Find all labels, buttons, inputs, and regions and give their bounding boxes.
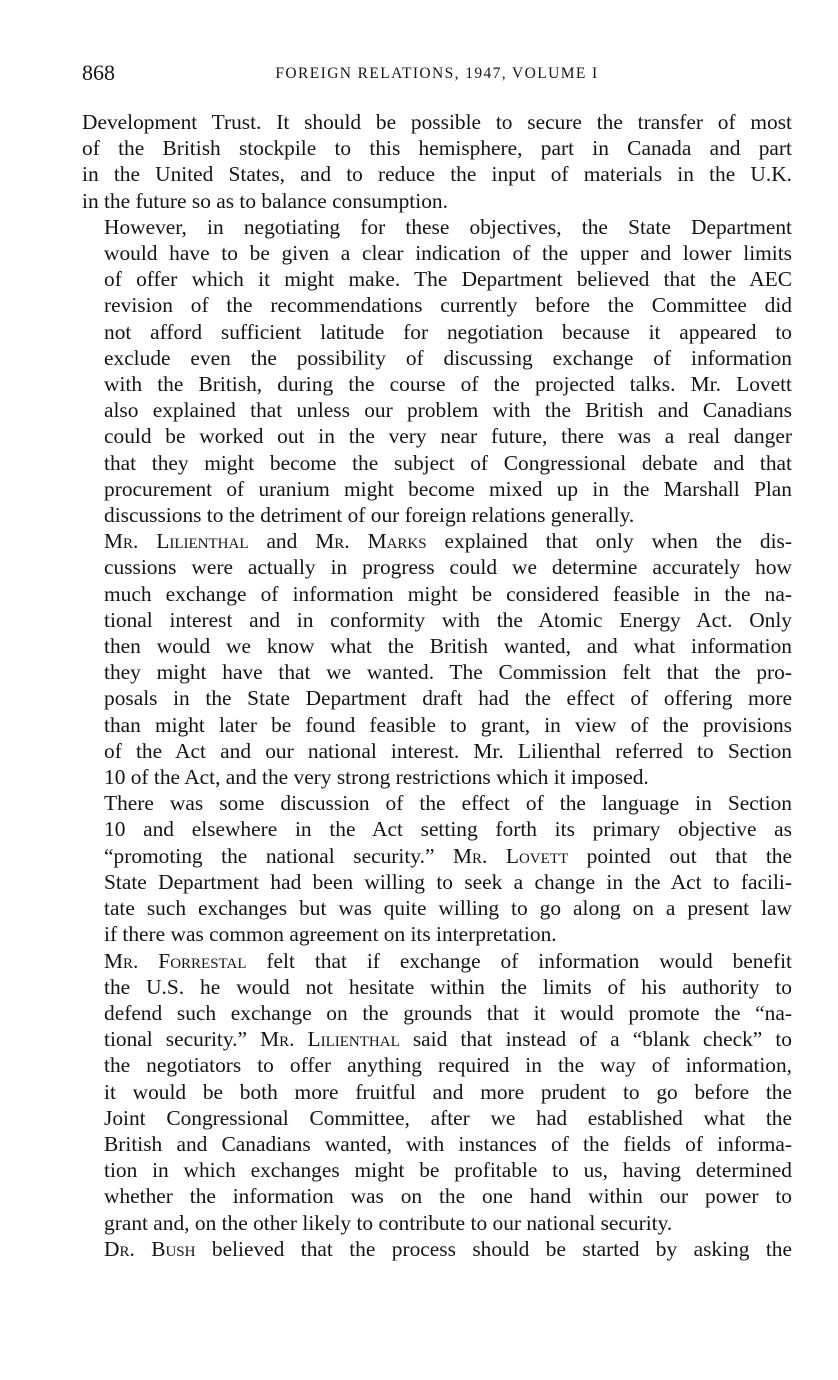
text-line: in the United States, and to reduce the input of materials in the U.K. — [82, 162, 792, 187]
paragraph-1 — [82, 109, 792, 214]
text-line: with the British, during the course of the projected talks. Mr. Lovett — [104, 372, 792, 397]
text-line: There was some discussion of the effect of the language in Section — [104, 791, 792, 816]
text-run: explained that only when the dis- — [426, 529, 792, 554]
text-line: tional interest and in conformity with the Atomic Energy Act. Only — [104, 607, 792, 632]
text-run: said that instead of a “blank check” to — [399, 1027, 792, 1052]
paragraph-3 — [82, 528, 792, 790]
paragraph-5 — [82, 948, 792, 1236]
text-line — [82, 948, 792, 974]
text-run: believed that the process should be started by asking the — [195, 1236, 792, 1261]
text-line: revision of the recommendations currently before the Committee did — [104, 293, 792, 318]
speaker-name: Mr. Lilienthal — [104, 529, 249, 554]
text-line: in the future so as to balance consumption. — [82, 188, 448, 213]
text-line: not afford sufficient latitude for negotiation because it appeared to — [104, 319, 792, 344]
text-line: the negotiators to offer anything required in the way of information, — [104, 1053, 792, 1078]
running-head: FOREIGN RELATIONS, 1947, VOLUME I — [275, 65, 599, 82]
text-line — [82, 843, 792, 869]
text-line: British and Canadians wanted, with instances of the fields of informa- — [104, 1131, 792, 1156]
text-line: the U.S. he would not hesitate within the limits of his authority to — [104, 974, 792, 999]
paragraph-6 — [82, 1236, 792, 1262]
text-line: 10 of the Act, and the very strong restrictions which it imposed. — [104, 765, 649, 790]
paragraph-4 — [82, 790, 792, 947]
text-line: cussions were actually in progress could we determine accurately how — [104, 555, 792, 580]
text-line: it would be both more fruitful and more prudent to go before the — [104, 1079, 792, 1104]
text-line: tion in which exchanges might be profitable to us, having determined — [104, 1158, 792, 1183]
text-line: Joint Congressional Committee, after we had established what the — [104, 1105, 792, 1130]
text-run: and — [248, 529, 316, 554]
speaker-name: Mr. Lilienthal — [260, 1027, 400, 1052]
text-line: would have to be given a clear indication of the upper and lower limits — [104, 241, 792, 266]
speaker-name: Mr. Forrestal — [104, 948, 247, 973]
text-line: procurement of uranium might become mixed up in the Marshall Plan — [104, 476, 792, 501]
text-line: than might later be found feasible to grant, in view of the provisions — [104, 712, 792, 737]
text-line: also explained that unless our problem with the British and Canadians — [104, 398, 792, 423]
page-header — [82, 58, 792, 94]
text-line: However, in negotiating for these objectives, the State Department — [104, 214, 792, 239]
text-line: grant and, on the other likely to contribute to our national security. — [104, 1210, 673, 1235]
text-line: defend such exchange on the grounds that it would promote the “na- — [104, 1000, 792, 1025]
text-line: of offer which it might make. The Department believed that the AEC — [104, 267, 792, 292]
speaker-name: Dr. Bush — [104, 1236, 196, 1261]
speaker-name: Mr. Marks — [315, 529, 427, 554]
text-line: they might have that we wanted. The Commission felt that the pro- — [104, 660, 792, 685]
text-line: 10 and elsewhere in the Act setting forth its primary objective as — [104, 817, 792, 842]
text-run: tional security.” — [104, 1027, 261, 1052]
text-line: could be worked out in the very near future, there was a real danger — [104, 424, 792, 449]
text-run: “promoting the national security.” — [104, 843, 453, 868]
text-run: felt that if exchange of information would benefit — [246, 948, 792, 973]
text-line: posals in the State Department draft had the effect of offering more — [104, 686, 792, 711]
page-number: 868 — [82, 60, 115, 85]
text-line — [82, 528, 792, 554]
text-line: State Department had been willing to seek a change in the Act to facili- — [104, 869, 792, 894]
text-line: Development Trust. It should be possible to secure the transfer of most — [82, 110, 792, 134]
text-line — [82, 1026, 792, 1052]
text-line: much exchange of information might be considered feasible in the na- — [104, 581, 792, 606]
speaker-name: Mr. Lovett — [452, 843, 569, 868]
document-page — [82, 58, 792, 1262]
text-line: discussions to the detriment of our foreign relations generally. — [104, 503, 635, 528]
text-line: tate such exchanges but was quite willing to go along on a present law — [104, 896, 792, 921]
text-line: then would we know what the British wanted, and what information — [104, 634, 792, 659]
text-line: of the Act and our national interest. Mr. Lilienthal referred to Section — [104, 738, 792, 763]
body-text — [82, 109, 792, 1262]
text-line — [82, 1236, 792, 1262]
text-line: whether the information was on the one hand within our power to — [104, 1184, 792, 1209]
text-run: pointed out that the — [568, 843, 792, 868]
text-line: that they might become the subject of Congressional debate and that — [104, 450, 792, 475]
text-line: exclude even the possibility of discussing exchange of information — [104, 345, 792, 370]
text-line: of the British stockpile to this hemisphere, part in Canada and part — [82, 136, 792, 161]
paragraph-2 — [82, 214, 792, 528]
text-line: if there was common agreement on its interpretation. — [104, 922, 557, 947]
